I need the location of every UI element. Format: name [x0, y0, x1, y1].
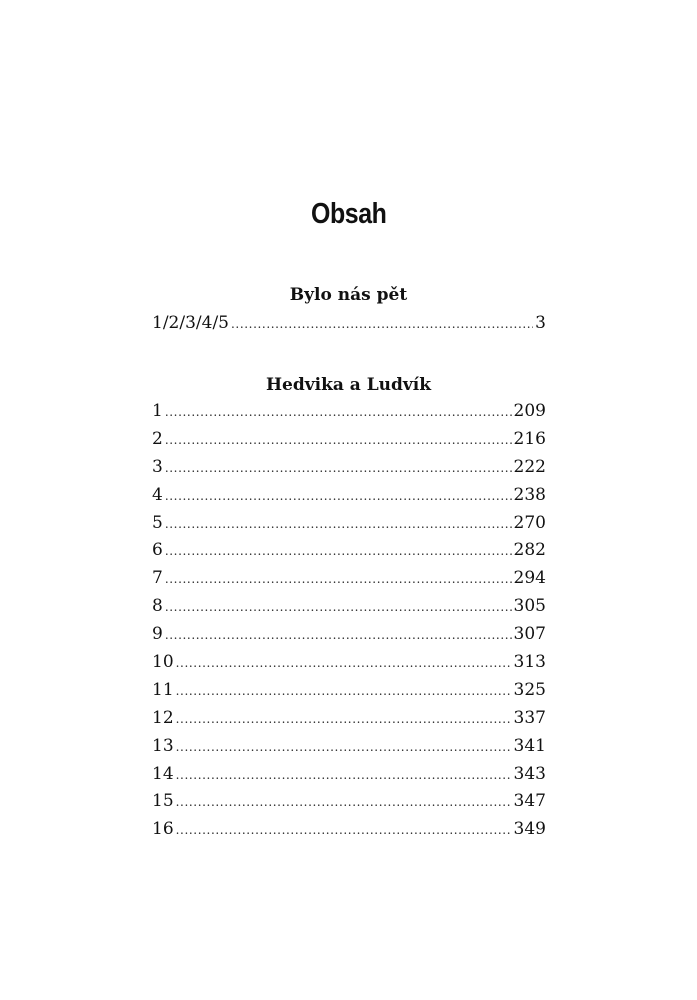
toc-entry-label: 11	[152, 679, 174, 700]
toc-entry-page-number: 222	[513, 456, 546, 477]
section-heading-bylo-nas-pet: Bylo nás pět	[289, 285, 408, 305]
toc-entry-label: 1/2/3/4/5	[152, 313, 229, 333]
dot-leader	[176, 736, 512, 758]
dot-leader	[165, 513, 512, 535]
toc-list-bylo-nas-pet	[152, 312, 546, 340]
toc-entry	[152, 567, 546, 595]
dot-leader	[165, 401, 512, 423]
toc-entry-page-number: 305	[513, 596, 546, 617]
toc-entry-page-number: 209	[513, 401, 546, 421]
dot-leader	[165, 624, 512, 646]
toc-entry	[152, 735, 546, 763]
dot-leader	[176, 791, 512, 813]
toc-entry	[152, 763, 546, 791]
toc-entry-label: 9	[152, 624, 163, 645]
dot-leader	[176, 819, 512, 841]
toc-list-hedvika-a-ludvik	[152, 400, 546, 846]
dot-leader	[165, 568, 512, 590]
toc-entry	[152, 595, 546, 623]
toc-entry-label: 2	[152, 428, 163, 449]
dot-leader	[176, 764, 512, 786]
dot-leader	[165, 485, 512, 507]
toc-entry	[152, 679, 546, 707]
toc-entry-label: 16	[152, 819, 174, 840]
toc-entry	[152, 651, 546, 679]
toc-entry	[152, 623, 546, 651]
toc-entry-page-number: 270	[513, 512, 546, 533]
toc-entry	[152, 539, 546, 567]
toc-entry-label: 7	[152, 568, 163, 589]
toc-entry	[152, 400, 546, 428]
dot-leader	[165, 596, 512, 618]
toc-entry-label: 13	[152, 735, 174, 756]
toc-entry-page-number: 349	[513, 819, 546, 840]
toc-entry-page-number: 3	[535, 313, 546, 333]
dot-leader	[165, 429, 512, 451]
dot-leader	[176, 652, 512, 674]
toc-entry-label: 1	[152, 401, 163, 421]
toc-entry-page-number: 282	[513, 540, 546, 561]
toc-entry-label: 8	[152, 596, 163, 617]
toc-entry-page-number: 294	[513, 568, 546, 589]
toc-entry	[152, 790, 546, 818]
toc-entry-page-number: 343	[513, 763, 546, 784]
dot-leader	[176, 708, 512, 730]
toc-entry	[152, 818, 546, 846]
toc-entry	[152, 707, 546, 735]
dot-leader	[176, 680, 512, 702]
toc-entry	[152, 456, 546, 484]
toc-entry-page-number: 337	[513, 707, 546, 728]
toc-entry-label: 3	[152, 456, 163, 477]
toc-entry-page-number: 313	[513, 652, 546, 673]
dot-leader	[165, 540, 512, 562]
toc-entry-page-number: 325	[513, 679, 546, 700]
dot-leader	[231, 313, 533, 335]
toc-entry-label: 15	[152, 791, 174, 812]
toc-entry-label: 12	[152, 707, 174, 728]
page-title: Obsah	[310, 198, 387, 230]
toc-entry-label: 14	[152, 763, 174, 784]
toc-entry-label: 10	[152, 652, 174, 673]
toc-entry-page-number: 238	[513, 484, 546, 505]
toc-entry	[152, 428, 546, 456]
toc-entry-label: 6	[152, 540, 163, 561]
toc-entry-label: 4	[152, 484, 163, 505]
toc-entry-page-number: 341	[513, 735, 546, 756]
toc-entry-page-number: 307	[513, 624, 546, 645]
toc-entry	[152, 484, 546, 512]
toc-entry-page-number: 216	[513, 428, 546, 449]
toc-entry	[152, 312, 546, 340]
toc-entry-label: 5	[152, 512, 163, 533]
dot-leader	[165, 457, 512, 479]
toc-entry-page-number: 347	[513, 791, 546, 812]
toc-entry	[152, 512, 546, 540]
section-heading-hedvika-a-ludvik: Hedvika a Ludvík	[265, 375, 432, 395]
